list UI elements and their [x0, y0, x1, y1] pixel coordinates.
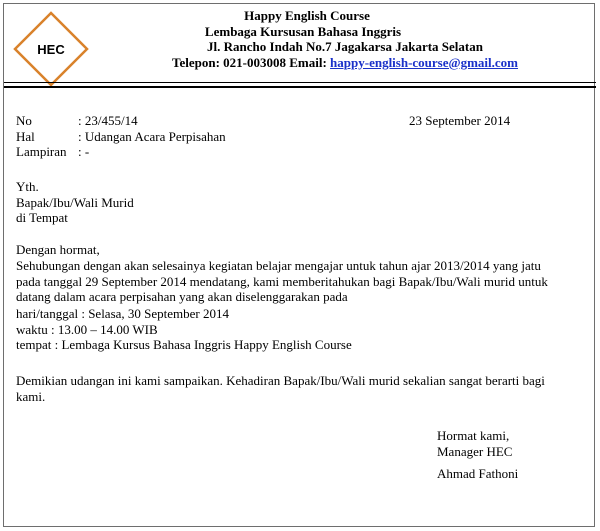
email-link[interactable]: happy-english-course@gmail.com	[330, 54, 519, 70]
lampiran-label: Lampiran	[16, 144, 67, 159]
hal-label: Hal	[16, 128, 35, 144]
logo-text: HEC	[37, 41, 65, 57]
letterhead	[4, 8, 596, 70]
body-paragraph	[16, 258, 586, 305]
contact-prefix: Telepon: 021-003008 Email:	[171, 54, 331, 70]
no-value: : 23/455/14	[78, 113, 138, 128]
hal-value: : Udangan Acara Perpisahan	[78, 128, 226, 144]
closing-line-2: kami.	[16, 388, 46, 404]
recipient-line-2: Bapak/Ibu/Wali Murid	[16, 194, 134, 210]
contact-line	[4, 55, 596, 71]
letter-page	[3, 3, 595, 527]
event-day-date: hari/tanggal : Selasa, 30 September 2014	[16, 306, 230, 321]
body-line-1: Sehubungan dengan akan selesainya kegiatan belajar mengajar untuk tahun ajar 2013/2014 yang jatu	[16, 258, 541, 273]
event-time: waktu : 13.00 – 14.00 WIB	[16, 321, 158, 337]
no-label: No	[16, 113, 32, 128]
lampiran-value: : -	[78, 144, 90, 159]
meta-row-hal	[16, 129, 226, 145]
closing-line-1: Demikian udangan ini kami sampaikan. Kehadiran Bapak/Ibu/Wali murid sekalian sangat berarti bagi	[16, 373, 545, 388]
letter-date: 23 September 2014	[409, 113, 511, 128]
signature-block	[437, 428, 512, 459]
event-place: tempat : Lembaga Kursus Bahasa Inggris Happy English Course	[16, 337, 352, 352]
header-rule-thin	[4, 82, 596, 83]
meta-row-no	[16, 113, 226, 129]
letter-meta	[16, 113, 226, 160]
meta-row-lampiran	[16, 144, 226, 160]
header-rule-thick	[4, 86, 596, 88]
institution-name: Lembaga Kursusan Bahasa Inggris	[204, 23, 402, 39]
body-line-3: datang dalam acara perpisahan yang akan diselenggarakan pada	[16, 289, 348, 304]
course-name: Happy English Course	[244, 8, 370, 23]
body-line-2: pada tanggal 29 September 2014 mendatang, kami memberitahukan bagi Bapak/Ibu/Wali murid untuk	[16, 273, 548, 289]
event-details	[16, 306, 586, 353]
recipient-line-1: Yth.	[16, 179, 39, 194]
signer-title: Manager HEC	[437, 443, 513, 459]
recipient-block	[16, 179, 134, 226]
recipient-line-3: di Tempat	[16, 210, 68, 225]
address: Jl. Rancho Indah No.7 Jagakarsa Jakarta Selatan	[207, 39, 483, 54]
greeting: Dengan hormat,	[16, 242, 100, 257]
signer-name: Ahmad Fathoni	[437, 466, 519, 481]
regards: Hormat kami,	[437, 428, 510, 443]
closing-paragraph	[16, 373, 586, 404]
